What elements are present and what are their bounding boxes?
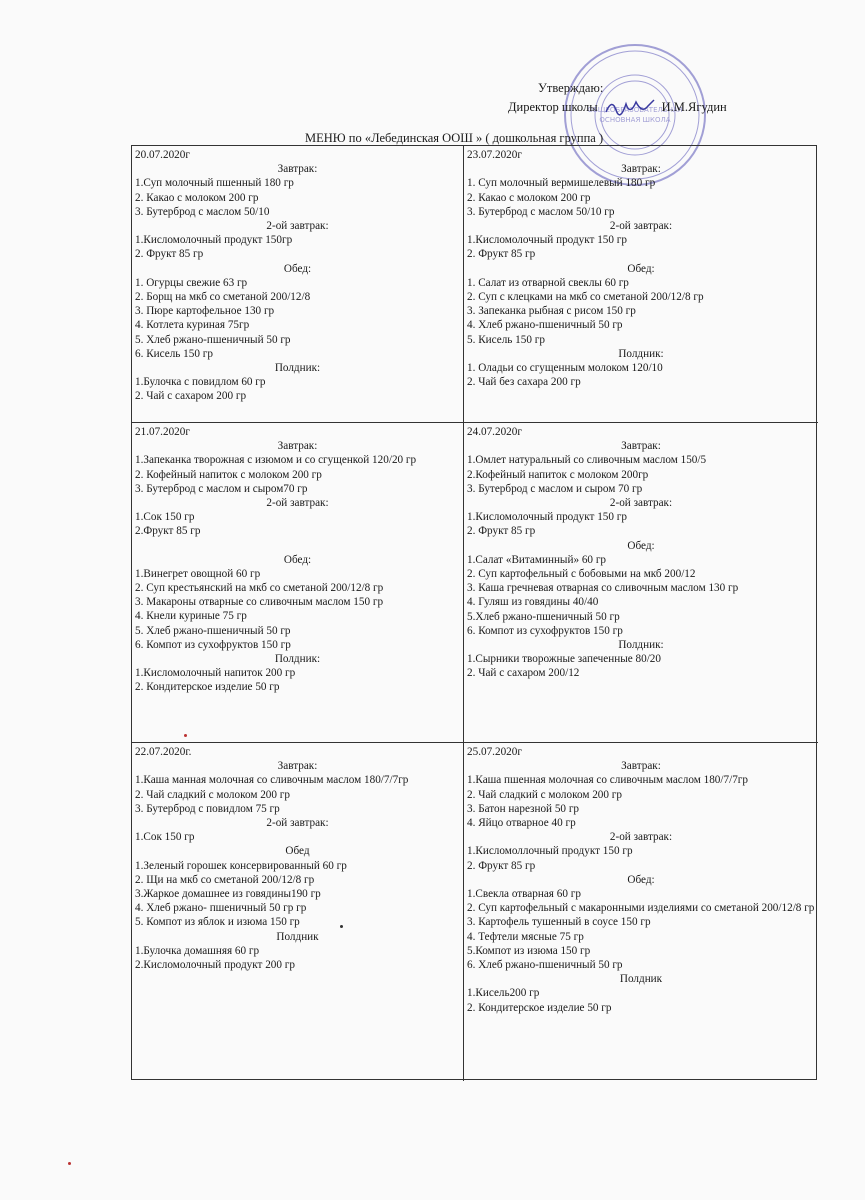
menu-item: 2. Чай сладкий с молоком 200 гр: [135, 788, 290, 801]
meal-heading: Обед:: [627, 539, 655, 552]
menu-item: 5.Компот из изюма 150 гр: [467, 944, 591, 957]
menu-item: 1. Оладьи со сгущенным молоком 120/10: [467, 362, 663, 375]
meal-heading: Обед:: [627, 873, 655, 886]
stray-mark: [68, 1162, 71, 1165]
meal-heading: Полдник:: [274, 362, 321, 375]
menu-item: 2. Кондитерское изделие 50 гр: [135, 681, 280, 694]
menu-item: 4. Тефтели мясные 75 гр: [467, 930, 584, 943]
menu-item: 2. Чай с сахаром 200 гр: [135, 390, 247, 403]
menu-item: 3. Картофель тушенный в соусе 150 гр: [467, 916, 651, 929]
day-cell: [132, 423, 464, 743]
meal-heading: Полдник: [619, 973, 663, 986]
meal-heading: Обед:: [627, 262, 655, 275]
day-date: 20.07.2020г: [135, 149, 190, 161]
meal-heading: 2-ой завтрак:: [609, 831, 673, 844]
approve-label: Утверждаю:: [538, 81, 604, 95]
menu-item: 3. Пюре картофельное 130 гр: [135, 305, 275, 318]
menu-item: 2. Щи на мкб со сметаной 200/12/8 гр: [135, 873, 315, 886]
menu-item: 3. Бутерброд с повидлом 75 гр: [135, 802, 280, 815]
meal-heading: Завтрак:: [621, 440, 661, 453]
day-cell: [132, 146, 464, 423]
menu-item: 1.Винегрет овощной 60 гр: [135, 567, 261, 580]
menu-item: 2. Суп крестьянский на мкб со сметаной 200/12/8 гр: [135, 582, 384, 595]
menu-item: 3. Бутерброд с маслом 50/10: [135, 205, 270, 218]
day-date: 22.07.2020г.: [135, 746, 192, 758]
menu-item: 1.Кисломоллочный продукт 150 гр: [467, 845, 633, 858]
menu-item: 2. Фрукт 85 гр: [467, 859, 536, 872]
menu-item: 1.Сырники творожные запеченные 80/20: [467, 653, 661, 666]
menu-item: 1.Свекла отварная 60 гр: [467, 888, 581, 901]
meal-heading: Полдник:: [274, 653, 321, 666]
stray-mark: [184, 734, 187, 737]
menu-item: 1.Запеканка творожная с изюмом и со сгущенкой 120/20 гр: [135, 454, 417, 467]
menu-table: [131, 145, 817, 1080]
menu-item: 2. Фрукт 85 гр: [467, 525, 536, 538]
meal-heading: Обед: [285, 845, 310, 858]
menu-item: 1.Каша пшенная молочная со сливочным маслом 180/7/7гр: [467, 774, 748, 787]
menu-item: 6. Хлеб ржано-пшеничный 50 гр: [467, 959, 623, 972]
menu-item: 2. Кондитерское изделие 50 гр: [467, 1001, 612, 1014]
menu-item: 2. Чай с сахаром 200/12: [467, 667, 580, 680]
menu-item: 3.Жаркое домашнее из говядины190 гр: [135, 888, 321, 901]
menu-item: 3. Бутерброд с маслом и сыром 70 гр: [467, 482, 643, 495]
menu-item: 3. Бутерброд с маслом и сыром70 гр: [135, 482, 308, 495]
menu-item: 5. Кисель 150 гр: [467, 333, 545, 346]
menu-item: 1. Огурцы свежие 63 гр: [135, 276, 248, 289]
meal-heading: Завтрак:: [621, 163, 661, 176]
director-label: Директор школы: [508, 100, 598, 114]
meal-heading: Завтрак:: [277, 163, 318, 176]
menu-item: 2.Фрукт 85 гр: [135, 525, 201, 538]
stray-mark: [340, 925, 343, 928]
meal-heading: 2-ой завтрак:: [609, 220, 673, 233]
menu-item: 3. Батон нарезной 50 гр: [467, 802, 580, 815]
menu-item: 2. Суп картофельный с бобовыми на мкб 200/12: [467, 568, 696, 581]
day-date: 24.07.2020г: [467, 426, 522, 438]
meal-heading: 2-ой завтрак:: [266, 817, 329, 830]
director-line: [508, 96, 748, 118]
menu-item: 1.Зеленый горошек консервированный 60 гр: [135, 859, 347, 872]
meal-heading: Завтрак:: [621, 760, 661, 773]
menu-item: 3. Макароны отварные со сливочным маслом 150 гр: [135, 596, 384, 609]
menu-item: 6. Компот из сухофруктов 150 гр: [467, 624, 623, 637]
day-date: 23.07.2020г: [467, 149, 522, 161]
day-date: 25.07.2020г: [467, 746, 522, 758]
menu-item: 2. Кофейный напиток с молоком 200 гр: [135, 468, 322, 481]
approval-block: [508, 80, 748, 118]
menu-item: 2.Кисломолочный продукт 200 гр: [135, 959, 295, 972]
menu-item: 2. Чай сладкий с молоком 200 гр: [467, 788, 622, 801]
menu-item: 6. Кисель 150 гр: [135, 347, 213, 360]
menu-item: 1.Салат «Витаминный» 60 гр: [467, 553, 606, 566]
menu-item: 3. Бутерброд с маслом 50/10 гр: [467, 205, 615, 218]
svg-text:ОСНОВНАЯ ШКОЛА: ОСНОВНАЯ ШКОЛА: [599, 116, 671, 124]
menu-item: 1. Салат из отварной свеклы 60 гр: [467, 276, 629, 289]
meal-heading: Полдник: [276, 930, 319, 943]
menu-item: 4. Хлеб ржано- пшеничный 50 гр гр: [135, 902, 307, 915]
menu-item: 5. Хлеб ржано-пшеничный 50 гр: [135, 624, 291, 637]
menu-item: 1.Кисломолочный продукт 150 гр: [467, 234, 627, 247]
menu-item: 2. Суп картофельный с макаронными изделиями со сметаной 200/12/8 гр: [467, 902, 815, 915]
menu-item: 2. Какао с молоком 200 гр: [135, 191, 259, 204]
menu-item: 1.Кисломолочный продукт 150гр: [135, 234, 293, 247]
day-cell: [464, 743, 818, 1081]
meal-heading: Обед:: [283, 262, 312, 275]
menu-item: 3. Запеканка рыбная с рисом 150 гр: [467, 305, 636, 318]
meal-heading: 2-ой завтрак:: [609, 497, 673, 510]
menu-item: 4. Хлеб ржано-пшеничный 50 гр: [467, 319, 623, 332]
menu-item: 1.Омлет натуральный со сливочным маслом 150/5: [467, 454, 707, 467]
menu-item: 2.Кофейный напиток с молоком 200гр: [467, 468, 649, 481]
meal-heading: Завтрак:: [277, 440, 318, 453]
meal-heading: 2-ой завтрак:: [266, 497, 329, 510]
menu-item: 2. Фрукт 85 гр: [467, 248, 536, 261]
menu-item: 1. Суп молочный вермишелевый 180 гр: [467, 177, 656, 190]
menu-item: 1.Булочка домашняя 60 гр: [135, 944, 260, 957]
menu-item: 1.Кисломолочный напиток 200 гр: [135, 667, 296, 680]
menu-item: 2. Какао с молоком 200 гр: [467, 191, 591, 204]
menu-item: 4. Гуляш из говядины 40/40: [467, 596, 599, 609]
menu-item: 1.Суп молочный пшенный 180 гр: [135, 177, 294, 190]
menu-item: 1.Сок 150 гр: [135, 831, 195, 844]
meal-heading: Завтрак:: [277, 760, 318, 773]
menu-item: 6. Компот из сухофруктов 150 гр: [135, 638, 291, 651]
menu-item: 1.Каша манная молочная со сливочным маслом 180/7/7гр: [135, 774, 409, 787]
menu-item: 5.Хлеб ржано-пшеничный 50 гр: [467, 610, 620, 623]
meal-heading: 2-ой завтрак:: [266, 220, 329, 233]
menu-item: 4. Яйцо отварное 40 гр: [467, 817, 576, 830]
menu-item: 4. Котлета куриная 75гр: [135, 319, 250, 332]
day-date: 21.07.2020г: [135, 426, 190, 438]
menu-item: 2. Борщ на мкб со сметаной 200/12/8: [135, 291, 311, 304]
menu-item: 4. Кнели куриные 75 гр: [135, 610, 247, 623]
menu-item: 1.Кисель200 гр: [467, 987, 540, 1000]
menu-item: 1.Кисломолочный продукт 150 гр: [467, 511, 627, 524]
menu-item: 3. Каша гречневая отварная со сливочным маслом 130 гр: [467, 582, 739, 595]
meal-heading: Полдник:: [618, 639, 664, 652]
menu-item: 5. Компот из яблок и изюма 150 гр: [135, 916, 300, 929]
day-cell: [464, 146, 818, 423]
spacer: [135, 539, 460, 553]
menu-item: 1.Сок 150 гр: [135, 511, 195, 524]
menu-item: 5. Хлеб ржано-пшеничный 50 гр: [135, 333, 291, 346]
signature-icon: [602, 96, 658, 118]
meal-heading: Обед:: [283, 553, 312, 566]
day-cell: [464, 423, 818, 743]
menu-item: 2. Чай без сахара 200 гр: [467, 376, 581, 389]
menu-item: 2. Фрукт 85 гр: [135, 248, 204, 261]
menu-item: 2. Суп с клецками на мкб со сметаной 200/12/8 гр: [467, 291, 704, 304]
director-name: И.М.Ягудин: [661, 100, 727, 114]
menu-item: 1.Булочка с повидлом 60 гр: [135, 376, 266, 389]
day-cell: [132, 743, 464, 1081]
meal-heading: Полдник:: [618, 347, 664, 360]
page-title: МЕНЮ по «Лебединская ООШ » ( дошкольная группа ): [305, 131, 604, 145]
svg-text:ОБЩЕОБРАЗОВАТЕЛЬНАЯ: ОБЩЕОБРАЗОВАТЕЛЬНАЯ: [587, 106, 683, 114]
